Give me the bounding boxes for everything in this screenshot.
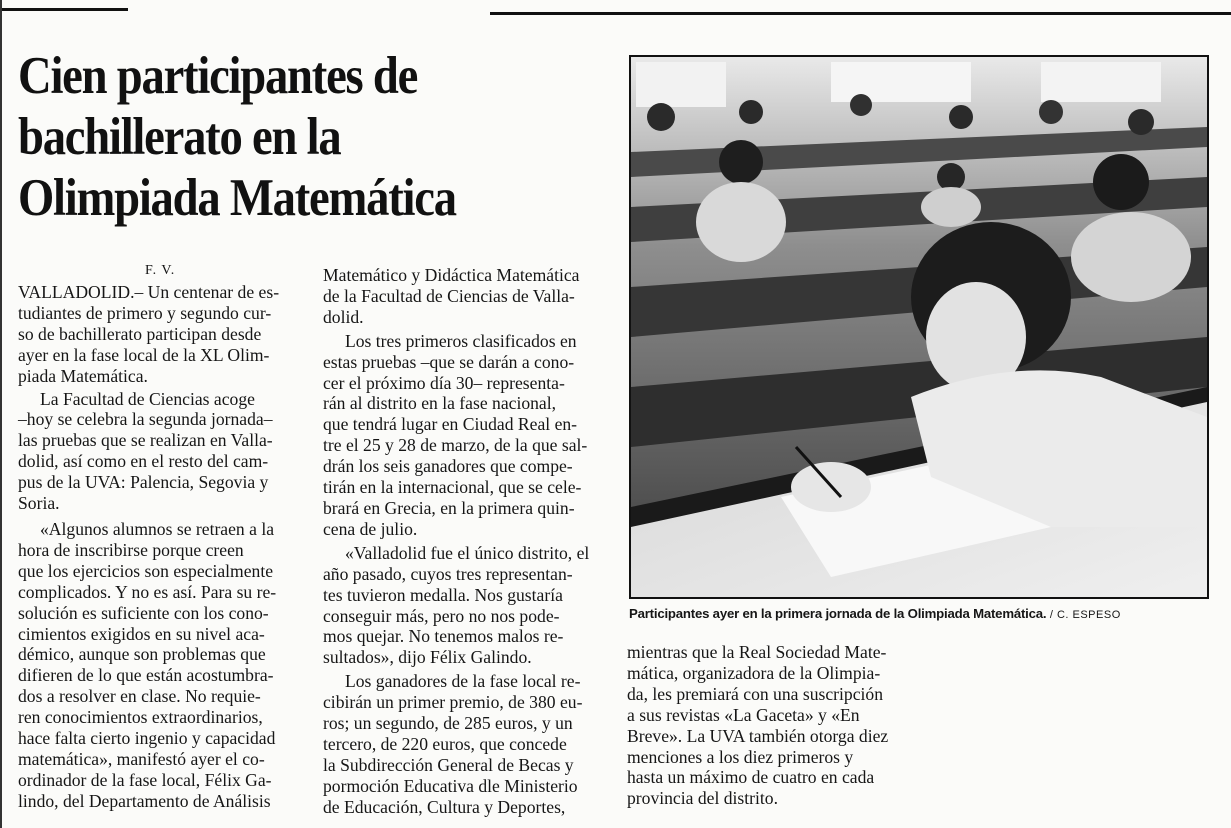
article-column-1 <box>18 282 298 812</box>
paragraph: «Valladolid fue el único distrito, el año pasado, cuyos tres representan- tes tuvieron medalla. Nos gustaría conseguir más, pero no nos pode- mos quejar. No tenemos malos re- sultados», dijo Félix Galindo. <box>323 542 590 668</box>
top-rule-left <box>0 8 128 11</box>
byline: F. V. <box>145 263 176 278</box>
news-photo <box>629 55 1209 599</box>
article-column-2 <box>323 265 603 818</box>
headline <box>18 46 546 229</box>
caption-text: Participantes ayer en la primera jornada de la Olimpiada Matemática. <box>629 606 1047 621</box>
photo-credit: / C. ESPESO <box>1049 609 1121 621</box>
photo-caption <box>629 606 1209 621</box>
left-margin-rule <box>0 0 2 828</box>
paragraph: Los ganadores de la fase local re- cibirán un primer premio, de 380 eu- ros; un segundo, de 285 euros, y un tercero, de 220 euros, que concede la Subdirección General de Becas y pormoción Educativa dle Ministerio de Educación, Cultura y Deportes, <box>323 671 583 817</box>
paragraph: La Facultad de Ciencias acoge –hoy se celebra la segunda jornada– las pruebas que se realizan en Valla- dolid, así como en el resto del cam- pus de la UVA: Palencia, Segovia y Soria. <box>18 388 273 514</box>
paragraph: mientras que la Real Sociedad Mate- mática, organizadora de la Olimpia- da, les premiará con una suscripción a sus revistas «La Gaceta» y «En Breve». La UVA también otorga diez menciones a los diez primeros y hasta un máximo de cuatro en cada provincia del distrito. <box>627 642 889 809</box>
paragraph: «Algunos alumnos se retraen a la hora de inscribirse porque creen que los ejercicios son especialmente complicados. Y no es así. Para su re- solución es suficiente con los cono- cimientos exigidos en su nivel aca- démico, aunque son problemas que difieren de lo que están acostumbra- dos a resolver en clase. No requie- ren conocimientos extraordinarios, hace falta cierto ingenio y capacidad matemática», manifestó ayer el co- ordinador de la fase local, Félix Ga- lindo, del Departamento de Análisis <box>18 518 277 811</box>
headline-line-1: Cien participantes de <box>18 47 418 105</box>
article-column-3 <box>627 642 907 809</box>
headline-line-2: bachillerato en la <box>18 108 341 166</box>
paragraph: Los tres primeros clasificados en estas pruebas –que se darán a cono- cer el próximo día 30– representa- rán al distrito en la fase nacional, que tendrá lugar en Ciudad Real en- tre el 25 y 28 de marzo, de la que sal- drán los seis ganadores que compe- tirán en la internacional, que se cele- brará en Grecia, en la primera quin- cena de julio. <box>323 330 588 539</box>
headline-line-3: Olimpiada Matemática <box>18 169 456 227</box>
paragraph: VALLADOLID.– Un centenar de es- tudiantes de primero y segundo cur- so de bachillerato participan desde ayer en la fase local de la XL Olim- piada Matemática. <box>18 282 280 386</box>
top-rule-right <box>490 12 1231 15</box>
paragraph: Matemático y Didáctica Matemática de la Facultad de Ciencias de Valla- dolid. <box>323 265 580 327</box>
